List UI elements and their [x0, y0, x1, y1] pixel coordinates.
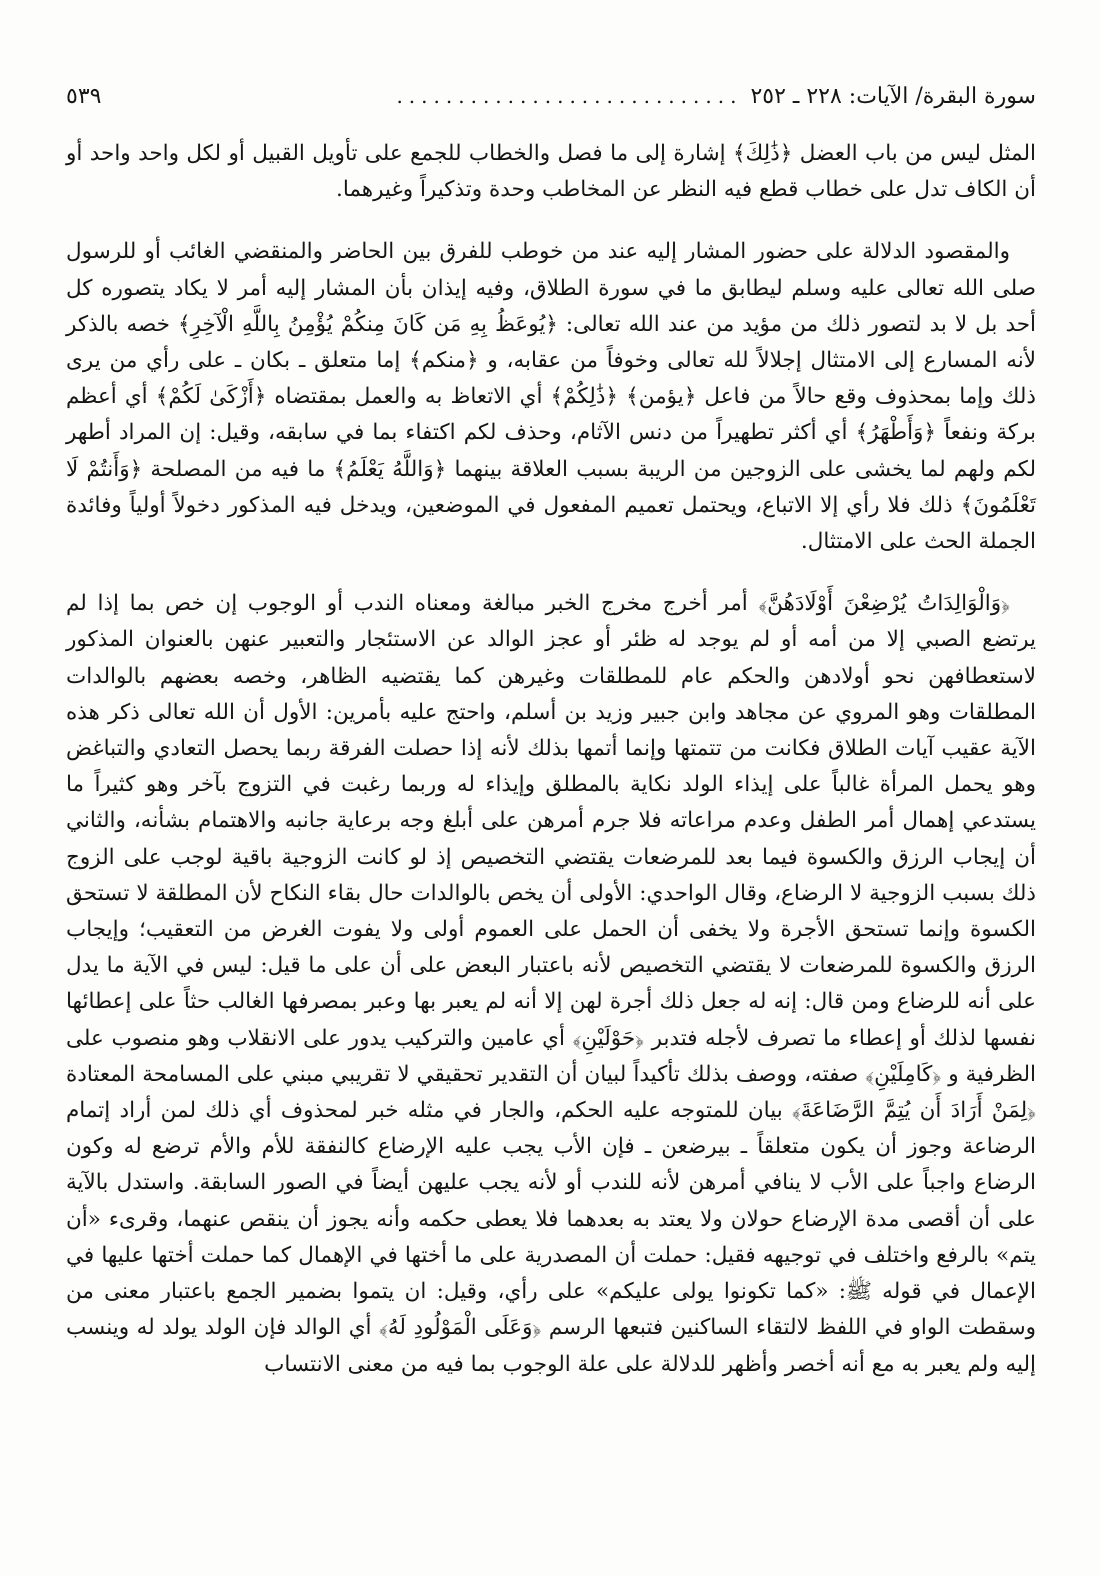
paragraph-3: ﴿وَالْوَالِدَاتُ يُرْضِعْنَ أَوْلَادَهُنَّ﴾ أمر أخرج مخرج الخبر مبالغة ومعناه الندب أو الوجوب إن خص بما إذا لم يرتضع الصبي إلا من أمه أو لم يوجد له ظئر أو عجز الوالد عن الاستئجار والتعبير عنهن بالعنوان المذكور لاستعطافهن نحو أولادهن والحكم عام للمطلقات وغيرهن كما يقتضيه الظاهر، وخصه بعضهم بالوالدات المطلقات وهو المروي عن مجاهد وابن جبير وزيد بن أسلم، واحتج عليه بأمرين: الأول أن الله تعالى ذكر هذه الآية عقيب آيات الطلاق فكانت من تتمتها وإنما أتمها بذلك لأنه إذا حصلت الفرقة ربما يحصل التعادي والتباغض وهو يحمل المرأة غالباً على إيذاء الولد نكاية بالمطلق وإيذاء له وربما رغبت في التزوج بآخر وهو كثيراً ما يستدعي إهمال أمر الطفل وعدم مراعاته فلا جرم أمرهن على أبلغ وجه برعاية جانبه والاهتمام بشأنه، والثاني أن إيجاب الرزق والكسوة فيما بعد للمرضعات يقتضي التخصيص إذ لو كانت الزوجية باقية لوجب على الزوج ذلك بسبب الزوجية لا الرضاع، وقال الواحدي: الأولى أن يخص بالوالدات حال بقاء النكاح لأن المطلقة لا تستحق الكسوة وإنما تستحق الأجرة ولا يخفى أن الحمل على العموم أولى ولا يفوت الغرض من التعقيب؛ وإيجاب الرزق والكسوة للمرضعات لا يقتضي التخصيص لأنه باعتبار البعض على أن على ما قيل: ليس في الآية ما يدل على أنه للرضاع ومن قال: إنه له جعل ذلك أجرة لهن إلا أنه لم يعبر بها وعبر بمصرفها الغالب حثاً على إعطائها نفسها لذلك أو إعطاء ما تصرف لأجله فتدبر ﴿حَوْلَيْنِ﴾ أي عامين والتركيب يدور على الانقلاب وهو منصوب على الظرفية و ﴿كَامِلَيْنِ﴾ صفته، ووصف بذلك تأكيداً لبيان أن التقدير تحقيقي لا تقريبي مبني على المسامحة المعتادة ﴿لِمَنْ أَرَادَ أَن يُتِمَّ الرَّضَاعَةَ﴾ بيان للمتوجه عليه الحكم، والجار في مثله خبر لمحذوف أي ذلك لمن أراد إتمام الرضاعة وجوز أن يكون متعلقاً ـ بيرضعن ـ فإن الأب يجب عليه الإرضاع كالنفقة للأم والأم ترضع له وكون الرضاع واجباً على الأب لا ينافي أمرهن لأنه للندب أو لأنه يجب عليهن أيضاً في الصور السابقة. واستدل بالآية على أن أقصى مدة الإرضاع حولان ولا يعتد به بعدهما فلا يعطى حكمه وأنه يجوز أن ينقص عنهما، وقرىء «أن يتم» بالرفع واختلف في توجيهه فقيل: حملت أن المصدرية على ما أختها في الإهمال كما حملت أختها عليها في الإعمال في قوله ﷺ: «كما تكونوا يولى عليكم» على رأي، وقيل: ان يتموا بضمير الجمع باعتبار معنى من وسقطت الواو في اللفظ لالتقاء الساكنين فتبعها الرسم ﴿وَعَلَى الْمَوْلُودِ لَهُ﴾ أي الوالد فإن الولد يولد له وينسب إليه ولم يعبر به مع أنه أخصر وأظهر للدلالة على علة الوجوب بما فيه من معنى الانتساب: [66, 591, 1036, 1377]
page-body: [66, 136, 1036, 1383]
paragraph-2: والمقصود الدلالة على حضور المشار إليه عند من خوطب للفرق بين الحاضر والمنقضي الغائب أو للرسول صلى الله تعالى عليه وسلم ليطابق ما في سورة الطلاق، وفيه إيذان بأن المشار إليه أمر لا يكاد يتصوره كل أحد بل لا بد لتصور ذلك من مؤيد من عند الله تعالى: ﴿يُوعَظُ بِهِ مَن كَانَ مِنكُمْ يُؤْمِنُ بِاللَّهِ الْآخِرِ﴾ خصه بالذكر لأنه المسارع إلى الامتثال إجلالاً لله تعالى وخوفاً من عقابه، و ﴿منكم﴾ إما متعلق ـ بكان ـ على رأي من يرى ذلك وإما بمحذوف وقع حالاً من فاعل ﴿يؤمن﴾ ﴿ذَٰلِكُمْ﴾ أي الاتعاظ به والعمل بمقتضاه ﴿أَزْكَىٰ لَكُمْ﴾ أي أعظم بركة ونفعاً ﴿وَأَطْهَرُ﴾ أي أكثر تطهيراً من دنس الآثام، وحذف لكم اكتفاء بما في سابقه، وقيل: إن المراد أطهر لكم ولهم لما يخشى على الزوجين من الريبة بسبب العلاقة بينهما ﴿وَاللَّهُ يَعْلَمُ﴾ ما فيه من المصلحة ﴿وَأَنتُمْ لَا تَعْلَمُونَ﴾ ذلك فلا رأي إلا الاتباع، ويحتمل تعميم المفعول في الموضعين، ويدخل فيه المذكور دخولاً أولياً وفائدة الجملة الحث على الامتثال.: [66, 239, 1036, 555]
running-header: [66, 84, 1036, 120]
page-number: ٥٣٩: [66, 84, 102, 109]
paragraph-1: المثل ليس من باب العضل ﴿ذَٰلِكَ﴾ إشارة إلى ما فصل والخطاب للجمع على تأويل القبيل أو لكل واحد واحد أو أن الكاف تدل على خطاب قطع فيه النظر عن المخاطب وحدة وتذكيراً وغيرهما.: [66, 141, 1036, 203]
header-leader-dots: ............................: [396, 84, 743, 108]
header-title: سورة البقرة/ الآيات: ٢٢٨ ـ ٢٥٢: [750, 84, 1036, 109]
